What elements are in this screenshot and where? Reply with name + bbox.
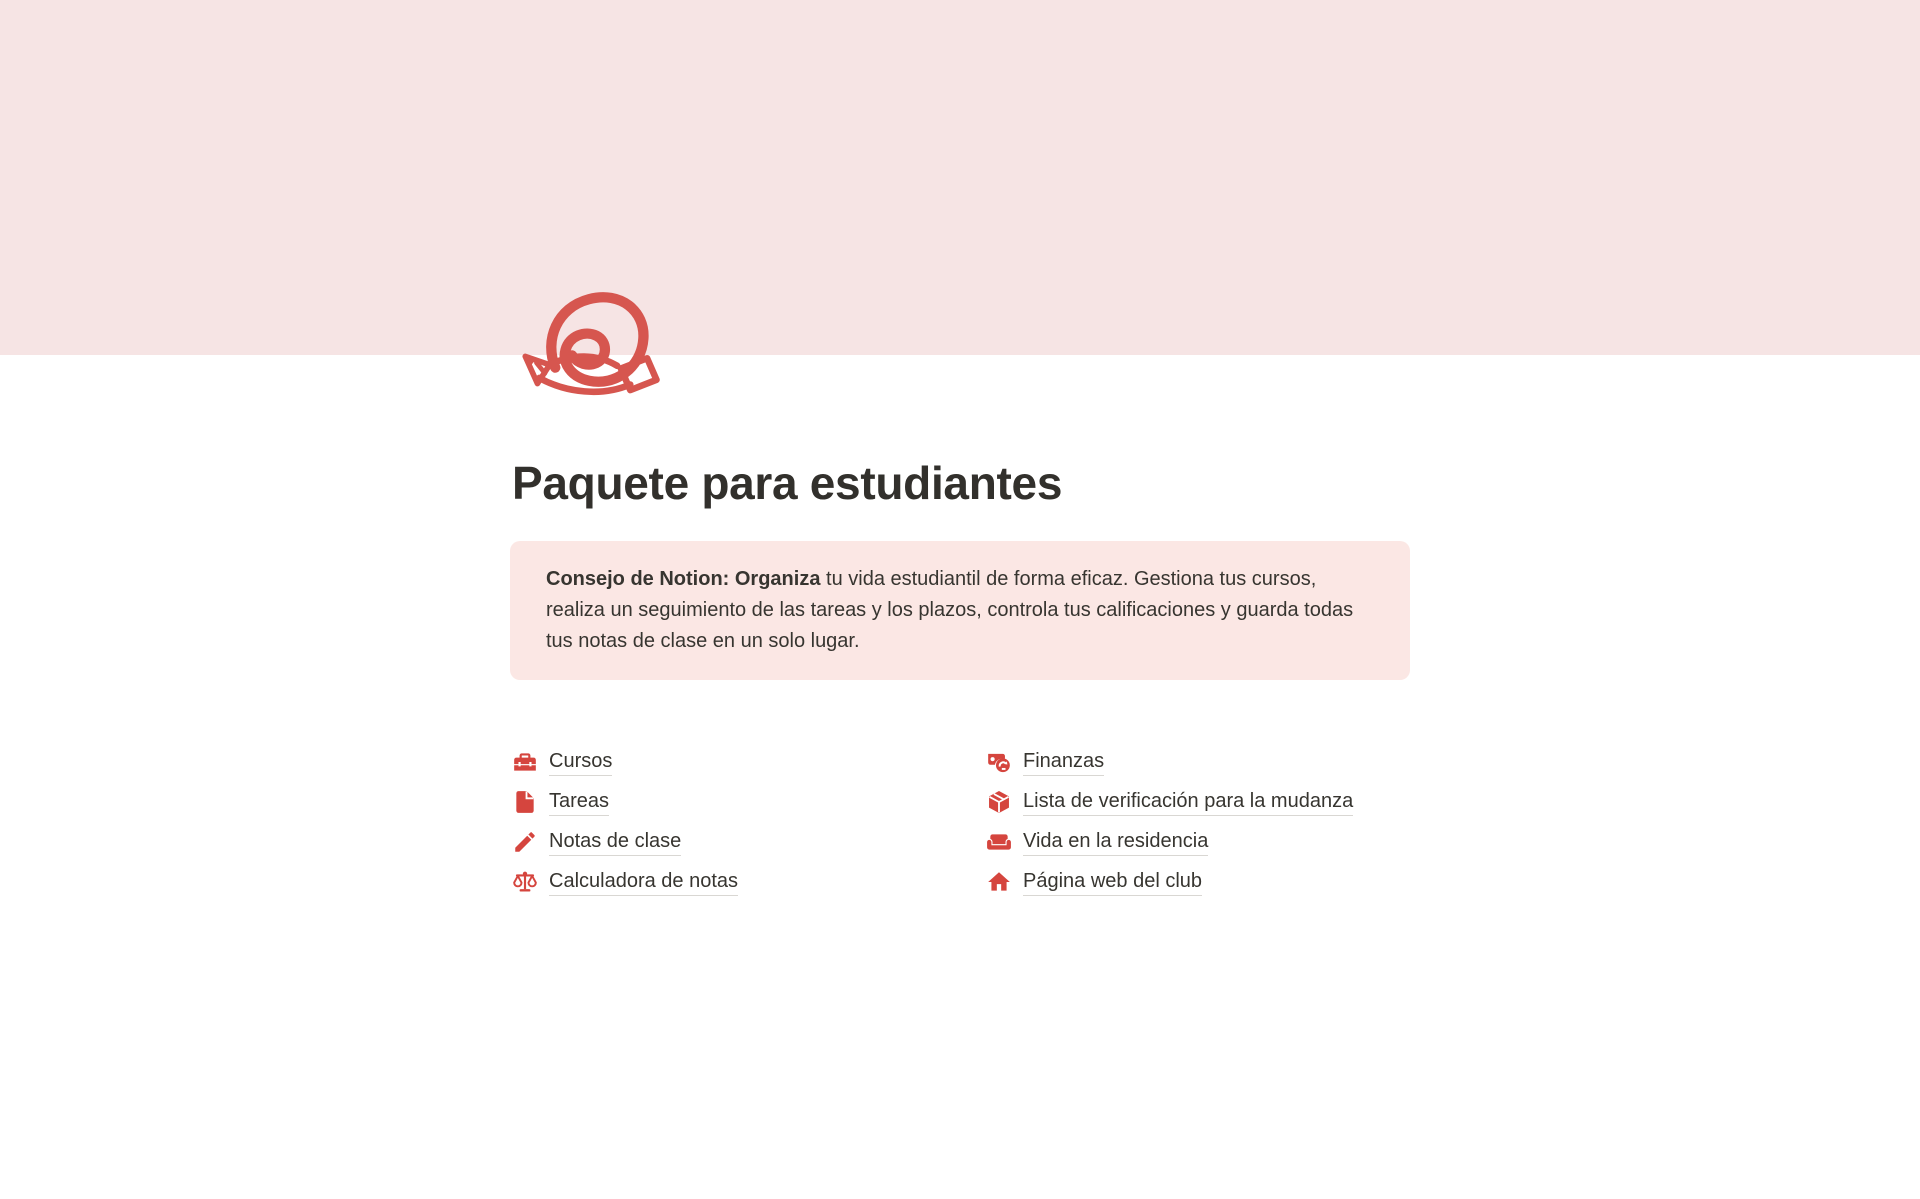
pencil-scribble-icon — [514, 279, 664, 415]
link-label: Tareas — [549, 789, 609, 816]
finances-icon — [986, 749, 1012, 775]
page-content — [510, 279, 1410, 902]
link-label: Página web del club — [1023, 869, 1202, 896]
link-label: Notas de clase — [549, 829, 681, 856]
link-cursos[interactable] — [512, 742, 936, 782]
callout-bold-text: Consejo de Notion: Organiza — [546, 568, 821, 590]
pencil-icon — [512, 829, 538, 855]
notion-tip-callout — [510, 541, 1410, 680]
document-icon — [512, 789, 538, 815]
link-list — [512, 742, 1410, 902]
package-icon — [986, 789, 1012, 815]
home-icon — [986, 869, 1012, 895]
link-finanzas[interactable] — [986, 742, 1410, 782]
link-label: Finanzas — [1023, 749, 1104, 776]
link-tareas[interactable] — [512, 782, 936, 822]
link-vida-en-la-residencia[interactable] — [986, 822, 1410, 862]
link-label: Lista de verificación para la mudanza — [1023, 789, 1353, 816]
page-title: Paquete para estudiantes — [512, 457, 1063, 509]
link-pagina-web-del-club[interactable] — [986, 862, 1410, 902]
couch-icon — [986, 829, 1012, 855]
toolbox-icon — [512, 749, 538, 775]
link-label: Vida en la residencia — [1023, 829, 1208, 856]
link-lista-de-verificacion[interactable] — [986, 782, 1410, 822]
balance-scale-icon — [512, 869, 538, 895]
callout-text: tu vida estudiantil de forma eficaz. Gestiona tus cursos, realiza un seguimiento de las tareas y los plazos, controla tus calificaciones y guarda todas tus notas de clase en un solo lugar. — [546, 568, 1354, 652]
link-column-left — [512, 742, 936, 902]
link-notas-de-clase[interactable] — [512, 822, 936, 862]
link-label: Cursos — [549, 749, 612, 776]
link-label: Calculadora de notas — [549, 869, 738, 896]
link-calculadora-de-notas[interactable] — [512, 862, 936, 902]
link-column-right — [986, 742, 1410, 902]
